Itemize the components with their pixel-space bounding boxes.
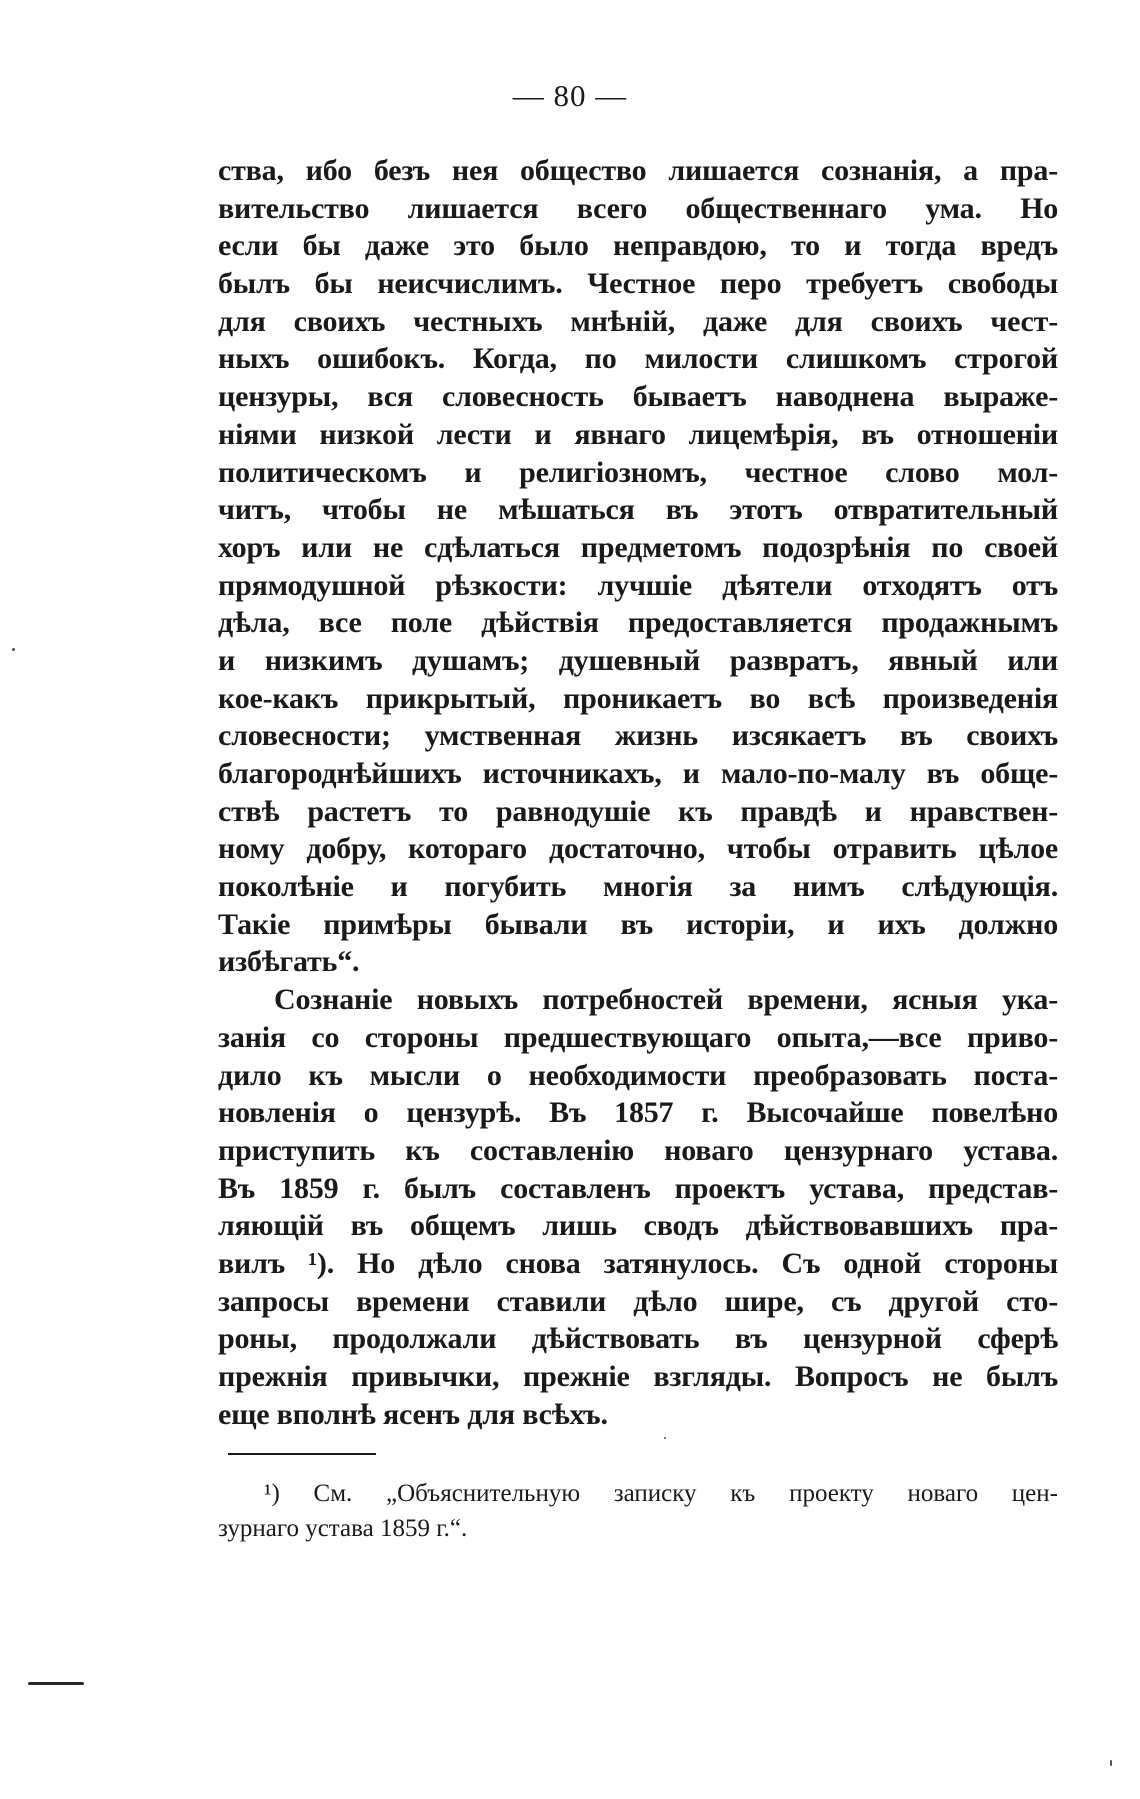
text-line: цензуры, вся словесность бываетъ наводнена выраже- (218, 380, 1058, 414)
text-line: прежнія привычки, прежніе взгляды. Вопросъ не былъ (218, 1360, 1058, 1393)
text-line: запросы времени ставили дѣло шире, съ другой сто- (218, 1284, 1058, 1318)
footnote (218, 1476, 1058, 1546)
ink-speck (664, 1437, 666, 1439)
text-line: ніями низкой лести и явнаго лицемѣрія, въ отношеніи (218, 417, 1058, 451)
text-line: для своихъ честныхъ мнѣній, даже для своихъ чест- (218, 304, 1058, 338)
text-line: и низкимъ душамъ; душевный развратъ, явный или (218, 643, 1058, 677)
text-line: ствѣ растетъ то равнодушіе къ правдѣ и нравствен- (218, 794, 1058, 828)
text-line: вилъ ¹). Но дѣло снова затянулось. Съ одной стороны (218, 1246, 1058, 1280)
text-line: Въ 1859 г. былъ составленъ проектъ устава, представ- (218, 1171, 1058, 1205)
text-line: Такіе примѣры бывали въ исторіи, и ихъ должно (218, 907, 1058, 941)
text-line: занія со стороны предшествующаго опыта,—все приво- (218, 1020, 1058, 1054)
margin-ink-mark (28, 1682, 84, 1685)
text-line: дило къ мысли о необходимости преобразовать поста- (218, 1058, 1058, 1092)
text-line: еще вполнѣ ясенъ для всѣхъ. (218, 1397, 608, 1431)
footnote-line: ¹) См. „Объяснительную записку къ проекту новаго цен- (264, 1480, 1058, 1507)
text-line: избѣгать“. (218, 945, 360, 979)
text-line: ства, ибо безъ нея общество лишается сознанія, а пра- (218, 154, 1058, 187)
text-line: вительство лишается всего общественнаго ума. Но (218, 191, 1058, 225)
text-line: читъ, чтобы не мѣшаться въ этотъ отвратительный (218, 493, 1058, 527)
text-line: политическомъ и религіозномъ, честное слово мол- (218, 455, 1058, 489)
ink-speck (12, 648, 15, 651)
text-line: кое-какъ прикрытый, проникаетъ во всѣ произведенія (218, 681, 1058, 715)
text-line: ному добру, котораго достаточно, чтобы отравить цѣлое (218, 832, 1058, 866)
paragraph-start-line: Сознаніе новыхъ потребностей времени, ясныя ука- (274, 983, 1058, 1017)
text-line: хоръ или не сдѣлаться предметомъ подозрѣнія по своей (218, 530, 1058, 564)
text-line: новленія о цензурѣ. Въ 1857 г. Высочайше повелѣно (218, 1096, 1058, 1130)
text-line: если бы даже это было неправдою, то и тогда вредъ (218, 229, 1058, 263)
footnote-line: зурнаго устава 1859 г.“. (218, 1515, 468, 1542)
text-line: былъ бы неисчислимъ. Честное перо требуетъ свободы (218, 267, 1058, 301)
text-line: прямодушной рѣзкости: лучшіе дѣятели отходятъ отъ (218, 568, 1058, 602)
text-line: ныхъ ошибокъ. Когда, по милости слишкомъ строгой (218, 342, 1058, 376)
text-line: приступить къ составленію новаго цензурнаго устава. (218, 1133, 1058, 1167)
footnote-divider (228, 1453, 376, 1455)
page-number: — 80 — (512, 78, 628, 113)
text-line: дѣла, все поле дѣйствія предоставляется продажнымъ (218, 606, 1058, 640)
text-line: поколѣніе и погубить многія за нимъ слѣдующія. (218, 870, 1058, 904)
ink-speck (1110, 1760, 1112, 1766)
text-line: ляющій въ общемъ лишь сводъ дѣйствовавшихъ пра- (218, 1209, 1058, 1243)
body-text (218, 152, 1058, 1433)
text-line: словесности; умственная жизнь изсякаетъ въ своихъ (218, 719, 1058, 753)
text-line: роны, продолжали дѣйствовать въ цензурной сферѣ (218, 1322, 1058, 1356)
text-line: благороднѣйшихъ источникахъ, и мало-по-малу въ обще- (218, 757, 1058, 790)
